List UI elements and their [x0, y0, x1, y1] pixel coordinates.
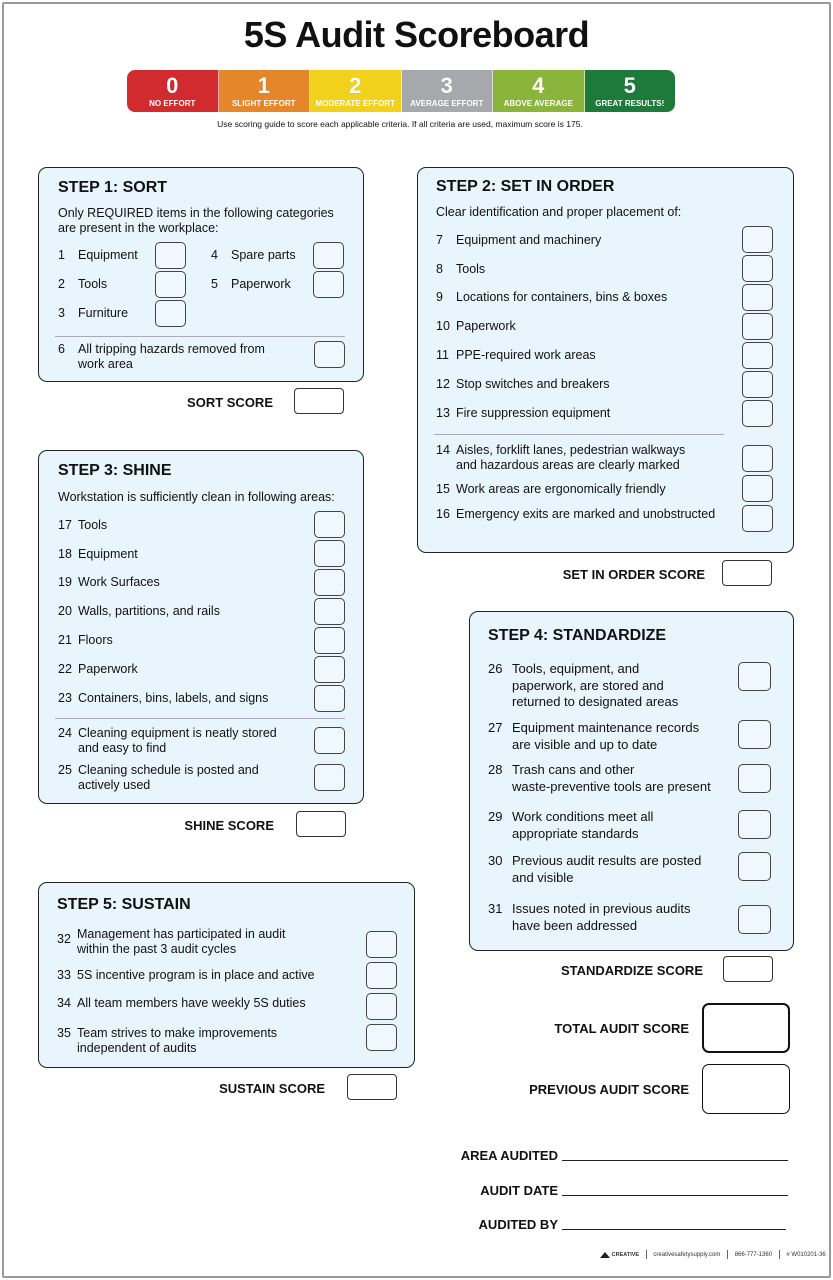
shine-divider — [55, 718, 345, 719]
item-text: Work areas are ergonomically friendly — [456, 482, 666, 496]
item-number: 27 — [488, 720, 503, 735]
item-text-line-2: waste-preventive tools are present — [512, 778, 711, 794]
page-title: 5S Audit Scoreboard — [243, 14, 590, 55]
set-in-order-intro: Clear identification and proper placement of: — [436, 205, 682, 219]
scale-2 — [310, 70, 402, 112]
scale-number: 4 — [532, 73, 545, 98]
total-audit-score-label: TOTAL AUDIT SCORE — [554, 1021, 689, 1036]
item-number: 4 — [211, 248, 218, 262]
shine-score-box[interactable] — [296, 811, 346, 837]
order-item-11-score-box[interactable] — [742, 342, 773, 369]
item-text: Walls, partitions, and rails — [78, 604, 220, 618]
item-text: Equipment and machinery — [456, 233, 602, 247]
item-number: 28 — [488, 762, 503, 777]
shine-score-label: SHINE SCORE — [184, 818, 274, 833]
item-text: Team strives to make improvements — [77, 1026, 278, 1040]
footer-phone: 866-777-1360 — [734, 1252, 773, 1259]
item-number: 19 — [58, 575, 72, 589]
area-audited-line[interactable] — [562, 1160, 788, 1161]
item-text-line-2: are visible and up to date — [512, 736, 658, 752]
sort-score-label: SORT SCORE — [187, 395, 273, 410]
sort-item-3-score-box[interactable] — [155, 300, 186, 327]
item-text: Tools — [78, 277, 108, 291]
shine-item-21-score-box[interactable] — [314, 627, 345, 654]
shine-item-24-score-box[interactable] — [314, 727, 345, 754]
item-number: 31 — [488, 901, 503, 916]
item-number: 33 — [57, 968, 71, 982]
shine-panel — [38, 450, 364, 804]
item-text: Paperwork — [231, 277, 291, 291]
item-number: 34 — [57, 996, 71, 1010]
scale-3 — [402, 70, 494, 112]
item-number: 5 — [211, 277, 218, 291]
item-text: Stop switches and breakers — [456, 377, 610, 391]
sort-score-box[interactable] — [294, 388, 344, 414]
item-text: Paperwork — [78, 662, 138, 676]
item-number: 30 — [488, 853, 503, 868]
item-text: Tools — [78, 518, 108, 532]
item-text-line-2: actively used — [78, 778, 151, 792]
item-text: Cleaning schedule is posted and — [78, 763, 259, 777]
sort-item-6-score-box[interactable] — [314, 341, 345, 368]
set-in-order-score-label: SET IN ORDER SCORE — [562, 567, 705, 582]
item-number: 21 — [58, 633, 72, 647]
item-number: 10 — [436, 319, 450, 333]
shine-title: STEP 3: SHINE — [58, 462, 172, 479]
audit-date-line[interactable] — [562, 1195, 788, 1196]
shine-item-23-score-box[interactable] — [314, 685, 345, 712]
item-text-line-2: work area — [78, 357, 133, 371]
standardize-item-26-score-box[interactable] — [738, 662, 771, 691]
order-divider — [434, 434, 724, 435]
sort-item-4-score-box[interactable] — [313, 242, 344, 269]
previous-audit-score-label: PREVIOUS AUDIT SCORE — [529, 1082, 689, 1097]
scale-number: 0 — [166, 73, 179, 98]
order-item-14-score-box[interactable] — [742, 445, 773, 472]
item-text-line-2: and visible — [512, 869, 574, 885]
item-number: 1 — [58, 248, 65, 262]
order-item-8-score-box[interactable] — [742, 255, 773, 282]
item-text: Furniture — [78, 306, 129, 320]
footer-website: creativesafetysupply.com — [653, 1252, 721, 1259]
scale-5 — [585, 70, 676, 112]
item-text: All team members have weekly 5S duties — [77, 996, 306, 1010]
scale-number: 2 — [349, 73, 362, 98]
scale-label: ABOVE AVERAGE — [503, 99, 573, 108]
item-number: 24 — [58, 726, 72, 740]
sort-panel — [38, 167, 364, 382]
scale-1 — [219, 70, 311, 112]
standardize-panel — [469, 611, 794, 951]
order-item-9-score-box[interactable] — [742, 284, 773, 311]
area-audited-label: AREA AUDITED — [460, 1148, 558, 1163]
item-number: 14 — [436, 443, 450, 457]
item-number: 18 — [58, 547, 72, 561]
sustain-item-35-score-box[interactable] — [366, 1024, 397, 1051]
total-audit-score-box[interactable] — [702, 1003, 790, 1053]
item-number: 3 — [58, 306, 65, 320]
item-text: Management has participated in audit — [77, 927, 286, 941]
item-text: Floors — [78, 633, 113, 647]
order-item-12-score-box[interactable] — [742, 371, 773, 398]
item-text-line-2: independent of audits — [77, 1041, 197, 1055]
scale-label: AVERAGE EFFORT — [410, 99, 484, 108]
scale-label: SLIGHT EFFORT — [231, 99, 296, 108]
scale-number: 5 — [623, 73, 636, 98]
standardize-title: STEP 4: STANDARDIZE — [488, 627, 667, 644]
item-text-line-2: and hazardous areas are clearly marked — [456, 458, 680, 472]
item-number: 32 — [57, 932, 71, 946]
item-number: 25 — [58, 763, 72, 777]
sort-item-1-score-box[interactable] — [155, 242, 186, 269]
item-text: Equipment — [78, 547, 138, 561]
item-number: 23 — [58, 691, 72, 705]
item-text: Tools — [456, 262, 486, 276]
footer — [600, 1250, 826, 1259]
item-number: 12 — [436, 377, 450, 391]
item-number: 11 — [436, 348, 449, 362]
item-number: 29 — [488, 809, 503, 824]
standardize-score-box[interactable] — [723, 956, 773, 982]
item-number: 22 — [58, 662, 72, 676]
item-text: Locations for containers, bins & boxes — [456, 290, 668, 304]
item-number: 6 — [58, 342, 65, 356]
item-number: 26 — [488, 661, 503, 676]
item-text: Tools, equipment, and — [512, 661, 640, 676]
item-number: 16 — [436, 507, 450, 521]
standardize-item-28-score-box[interactable] — [738, 764, 771, 793]
sort-intro-line-1: Only REQUIRED items in the following categories — [58, 206, 334, 220]
set-in-order-score-box[interactable] — [722, 560, 772, 586]
item-text: All tripping hazards removed from — [78, 342, 265, 356]
item-number: 35 — [57, 1026, 71, 1040]
brand-name: CREATIVE — [611, 1252, 640, 1259]
order-item-16-score-box[interactable] — [742, 505, 773, 532]
previous-audit-score-box[interactable] — [702, 1064, 790, 1114]
shine-item-20-score-box[interactable] — [314, 598, 345, 625]
footer-separator — [779, 1250, 780, 1259]
audit-date-label: AUDIT DATE — [480, 1183, 558, 1198]
item-text: Spare parts — [231, 248, 296, 262]
item-number: 7 — [436, 233, 443, 247]
scale-label: NO EFFORT — [149, 99, 196, 108]
item-text: Issues noted in previous audits — [512, 901, 691, 916]
standardize-item-31-score-box[interactable] — [738, 905, 771, 934]
item-text: Fire suppression equipment — [456, 406, 611, 420]
footer-separator — [646, 1250, 647, 1259]
item-text-line-2: within the past 3 audit cycles — [77, 942, 237, 956]
audited-by-label: AUDITED BY — [478, 1217, 558, 1232]
set-in-order-title: STEP 2: SET IN ORDER — [436, 178, 615, 195]
item-number: 2 — [58, 277, 65, 291]
standardize-item-29-score-box[interactable] — [738, 810, 771, 839]
item-text: 5S incentive program is in place and active — [77, 968, 315, 982]
brand-logo-icon — [600, 1252, 610, 1258]
item-number: 9 — [436, 290, 443, 304]
standardize-score-label: STANDARDIZE SCORE — [560, 963, 703, 978]
sort-title: STEP 1: SORT — [58, 179, 168, 196]
sustain-panel — [38, 882, 415, 1068]
set-in-order-panel — [417, 167, 794, 553]
item-text: Emergency exits are marked and unobstructed — [456, 507, 716, 521]
shine-item-25-score-box[interactable] — [314, 764, 345, 791]
item-text: Paperwork — [456, 319, 516, 333]
sustain-item-32-score-box[interactable] — [366, 931, 397, 958]
item-text: Previous audit results are posted — [512, 853, 702, 868]
item-number: 15 — [436, 482, 450, 496]
shine-item-22-score-box[interactable] — [314, 656, 345, 683]
order-item-15-score-box[interactable] — [742, 475, 773, 502]
item-text: Work Surfaces — [78, 575, 160, 589]
item-text-line-2: paperwork, are stored and — [512, 677, 664, 693]
scale-4 — [493, 70, 585, 112]
sustain-item-34-score-box[interactable] — [366, 993, 397, 1020]
shine-item-17-score-box[interactable] — [314, 511, 345, 538]
item-text-line-2: appropriate standards — [512, 825, 639, 841]
sort-item-5-score-box[interactable] — [313, 271, 344, 298]
standardize-item-27-score-box[interactable] — [738, 720, 771, 749]
item-text: Cleaning equipment is neatly stored — [78, 726, 277, 740]
sustain-item-33-score-box[interactable] — [366, 962, 397, 989]
order-item-10-score-box[interactable] — [742, 313, 773, 340]
audited-by-line[interactable] — [562, 1229, 786, 1230]
item-text: Aisles, forklift lanes, pedestrian walkways — [456, 443, 686, 457]
item-text-line-2: and easy to find — [78, 741, 167, 755]
item-text: Work conditions meet all — [512, 809, 654, 824]
item-text: Equipment maintenance records — [512, 720, 700, 735]
item-number: 17 — [58, 518, 72, 532]
order-item-7-score-box[interactable] — [742, 226, 773, 253]
standardize-item-30-score-box[interactable] — [738, 852, 771, 881]
scale-0 — [127, 70, 219, 112]
item-number: 8 — [436, 262, 443, 276]
order-item-13-score-box[interactable] — [742, 400, 773, 427]
item-number: 20 — [58, 604, 72, 618]
scale-label: MODERATE EFFORT — [315, 99, 395, 108]
sort-intro-line-2: are present in the workplace: — [58, 221, 219, 235]
scoring-scale — [127, 70, 675, 112]
item-text: Containers, bins, labels, and signs — [78, 691, 269, 705]
sort-item-2-score-box[interactable] — [155, 271, 186, 298]
item-text-line-3: returned to designated areas — [512, 694, 679, 709]
item-text: PPE-required work areas — [456, 348, 596, 362]
footer-product-code: # W010201-36 — [786, 1252, 826, 1259]
scoring-guide-note: Use scoring guide to score each applicable criteria. If all criteria are used, maximum score is 175. — [217, 119, 583, 129]
item-text-line-2: have been addressed — [512, 917, 638, 933]
shine-intro: Workstation is sufficiently clean in following areas: — [58, 490, 335, 504]
sustain-score-label: SUSTAIN SCORE — [219, 1081, 325, 1096]
item-text: Trash cans and other — [512, 762, 635, 777]
scale-label: GREAT RESULTS! — [595, 99, 665, 108]
scale-number: 3 — [440, 73, 453, 98]
item-text: Equipment — [78, 248, 138, 262]
item-number: 13 — [436, 406, 450, 420]
shine-item-19-score-box[interactable] — [314, 569, 345, 596]
footer-separator — [727, 1250, 728, 1259]
sustain-title: STEP 5: SUSTAIN — [57, 896, 191, 913]
scale-number: 1 — [257, 73, 270, 98]
sustain-score-box[interactable] — [347, 1074, 397, 1100]
sort-divider — [55, 336, 345, 337]
shine-item-18-score-box[interactable] — [314, 540, 345, 567]
